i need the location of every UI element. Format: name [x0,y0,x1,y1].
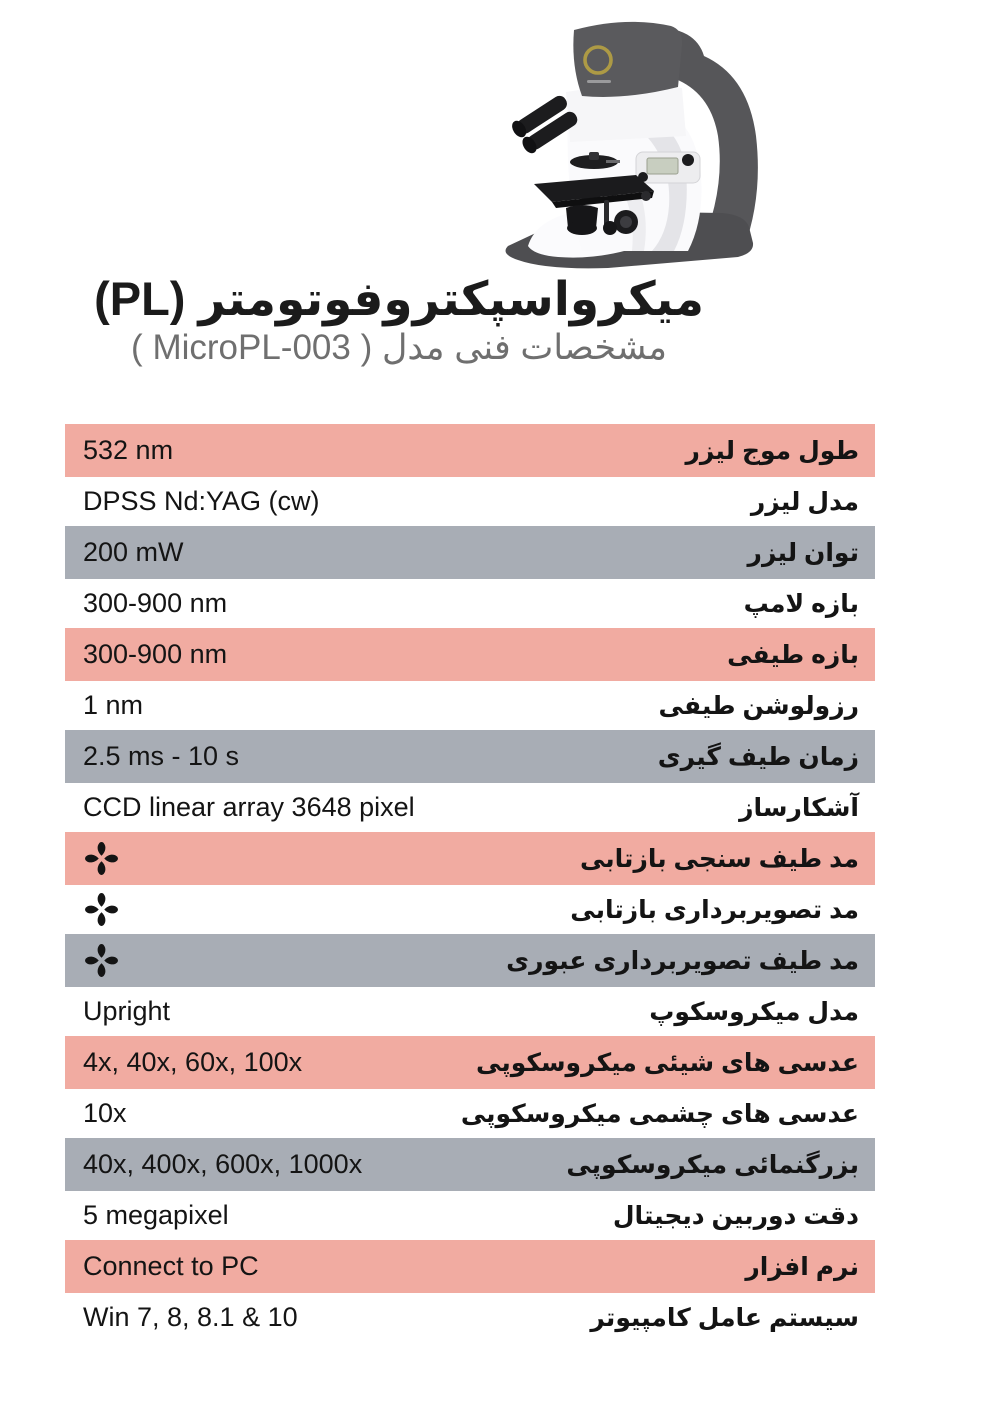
spec-value: 200 mW [83,537,184,567]
spec-label: زمان طیف گیری [657,742,859,771]
spec-label: بزرگنمائی میکروسکوپی [566,1150,859,1179]
spec-label: رزولوشن طیفی [658,691,859,720]
spec-value: 4x, 40x, 60x, 100x [83,1047,303,1077]
spec-value-icon-cell [65,891,120,928]
spec-label: مد طیف تصویربرداری عبوری [506,946,859,975]
spec-label: طول موج لیزر [685,436,859,465]
spec-value: 1 nm [83,690,144,720]
spec-value: Win 7, 8, 8.1 & 10 [83,1302,298,1332]
spec-value: 2.5 ms - 10 s [83,741,240,771]
spec-label: بازه طیفی [727,640,859,669]
spec-label: سیستم عامل کامپیوتر [590,1303,859,1332]
spec-label: مد طیف سنجی بازتابی [579,844,859,873]
spec-label: آشکارساز [739,793,859,822]
spec-value: 10x [83,1098,127,1128]
spec-label: مدل میکروسکوپ [649,997,859,1026]
table-row [65,1295,875,1340]
table-row [65,683,875,728]
spec-value: CCD linear array 3648 pixel [83,792,415,822]
table-row [65,526,875,579]
microscope-product-image [486,14,778,276]
page-subtitle: مشخصات فنی مدل ( MicroPL-003 ) [131,328,667,368]
table-row [65,934,875,987]
four-petal-asterisk-icon [83,942,120,979]
table-row [65,581,875,626]
lcd-display [647,158,678,174]
spec-label: بازه لامپ [743,589,859,618]
table-row [65,1138,875,1191]
four-petal-asterisk-icon [83,840,120,877]
table-row [65,424,875,477]
spec-value-icon-cell [65,840,120,877]
four-petal-asterisk-icon [83,891,120,928]
spec-value: Upright [83,996,171,1026]
page-title: میکرواسپکتروفوتومتر (PL) [94,272,704,325]
table-row [65,628,875,681]
spec-table [65,424,875,1342]
table-row [65,832,875,885]
spec-label: نرم افزار [745,1252,859,1281]
table-row [65,1091,875,1136]
spec-label: توان لیزر [747,538,859,567]
table-row [65,1193,875,1238]
spec-value: 300-900 nm [83,639,228,669]
table-row [65,1036,875,1089]
microscope-illustration [486,14,778,276]
spec-label: عدسی های شیئی میکروسکوپی [476,1048,859,1077]
spec-label: مدل لیزر [750,487,859,516]
spec-value: 40x, 400x, 600x, 1000x [83,1149,363,1179]
spec-value-icon-cell [65,942,120,979]
table-row [65,1240,875,1293]
spec-value: 532 nm [83,435,174,465]
spec-label: عدسی های چشمی میکروسکوپی [460,1099,859,1128]
table-row [65,730,875,783]
table-row [65,479,875,524]
spec-value: 300-900 nm [83,588,228,618]
table-row [65,785,875,830]
table-row [65,989,875,1034]
spec-value: Connect to PC [83,1251,259,1281]
header-block [8,272,790,368]
table-row [65,887,875,932]
spec-value: 5 megapixel [83,1200,229,1230]
spec-label: دقت دوربین دیجیتال [612,1201,859,1230]
spec-label: مد تصویربرداری بازتابی [570,895,859,924]
spec-value: DPSS Nd:YAG (cw) [83,486,320,516]
